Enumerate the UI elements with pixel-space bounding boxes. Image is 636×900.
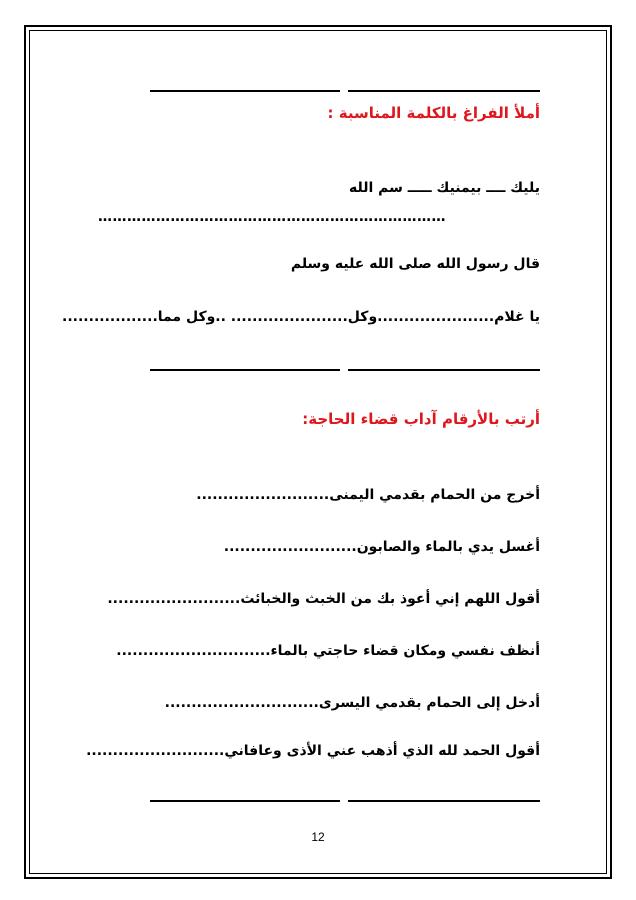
separator-line — [150, 369, 340, 371]
ordering-item[interactable]: أقول اللهم إني أعوذ بك من الخبث والخبائث......................... — [107, 591, 540, 607]
ordering-item[interactable]: أغسل يدي بالماء والصابون......................... — [223, 539, 540, 555]
separator-line — [150, 800, 340, 802]
answer-blank[interactable]: ……………………………………………………………… — [98, 209, 446, 225]
exercise-line: يليك ــــ بيمنيك ـــــ سم الله — [349, 180, 540, 196]
separator-line — [348, 369, 540, 371]
separator-line — [150, 90, 340, 92]
separator-line — [348, 800, 540, 802]
section-heading-fill-blank: أملأ الفراغ بالكلمة المناسبة : — [327, 104, 540, 122]
exercise-line: قال رسول الله صلى الله عليه وسلم — [290, 256, 540, 272]
ordering-item[interactable]: أقول الحمد لله الذي أذهب عني الأذى وعافاني.......................... — [86, 743, 540, 759]
ordering-item[interactable]: أخرج من الحمام بقدمي اليمنى......................... — [196, 487, 540, 503]
page-number: 12 — [311, 830, 325, 844]
ordering-item[interactable]: أنظف نفسي ومكان قضاء حاجتي بالماء............................. — [116, 643, 540, 659]
section-heading-ordering: أرتب بالأرقام آداب قضاء الحاجة: — [302, 410, 540, 428]
ordering-item[interactable]: أدخل إلى الحمام بقدمي اليسرى............................. — [164, 695, 540, 711]
exercise-line-blanks[interactable]: يا غلام......................وكل...................... ..وكل مما.................. — [62, 309, 540, 325]
separator-line — [348, 90, 540, 92]
